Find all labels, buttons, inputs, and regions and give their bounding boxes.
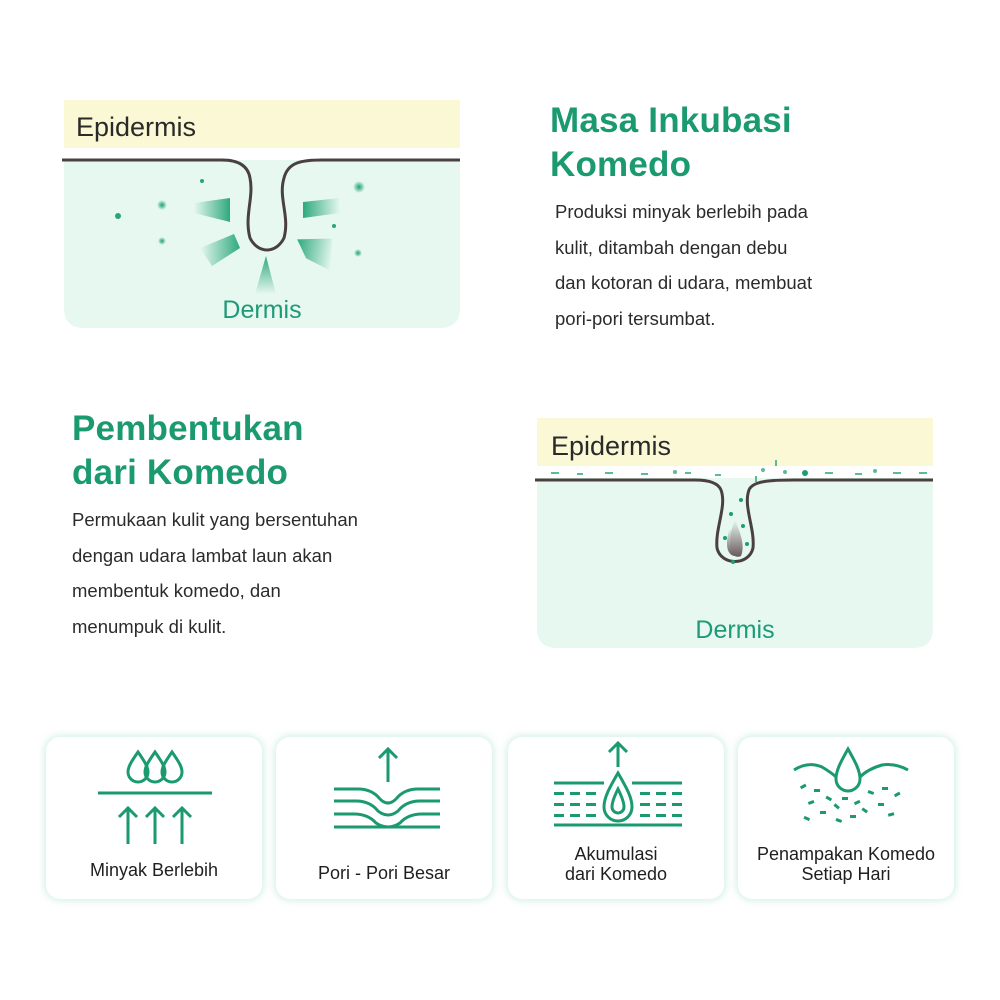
card-label: Pori - Pori Besar (317, 863, 451, 883)
card-label: Akumulasi dari Komedo (564, 844, 668, 884)
skin-diagram-incubation (62, 98, 462, 330)
formation-description: Permukaan kulit yang bersentuhan dengan udara lambat laun akan membentuk komedo, dan menumpuk di kulit. (72, 509, 358, 637)
card-label: Minyak Berlebih (89, 860, 219, 880)
card-daily-comedo (738, 737, 954, 899)
epidermis-label: Epidermis (76, 112, 197, 142)
card-large-pores (276, 737, 492, 899)
formation-title: Pembentukan dari Komedo (72, 409, 304, 492)
epidermis-label: Epidermis (551, 431, 672, 461)
card-excess-oil (46, 737, 262, 899)
dermis-label: Dermis (222, 296, 302, 324)
card-label: Penampakan Komedo Setiap Hari (756, 844, 936, 884)
card-comedo-accumulation (508, 737, 724, 899)
incubation-description: Produksi minyak berlebih pada kulit, ditambah dengan debu dan kotoran di udara, membuat pori-pori tersumbat. (555, 201, 813, 329)
dermis-label: Dermis (695, 616, 775, 644)
incubation-title: Masa Inkubasi Komedo (550, 101, 792, 184)
skin-diagram-formation (535, 416, 935, 650)
